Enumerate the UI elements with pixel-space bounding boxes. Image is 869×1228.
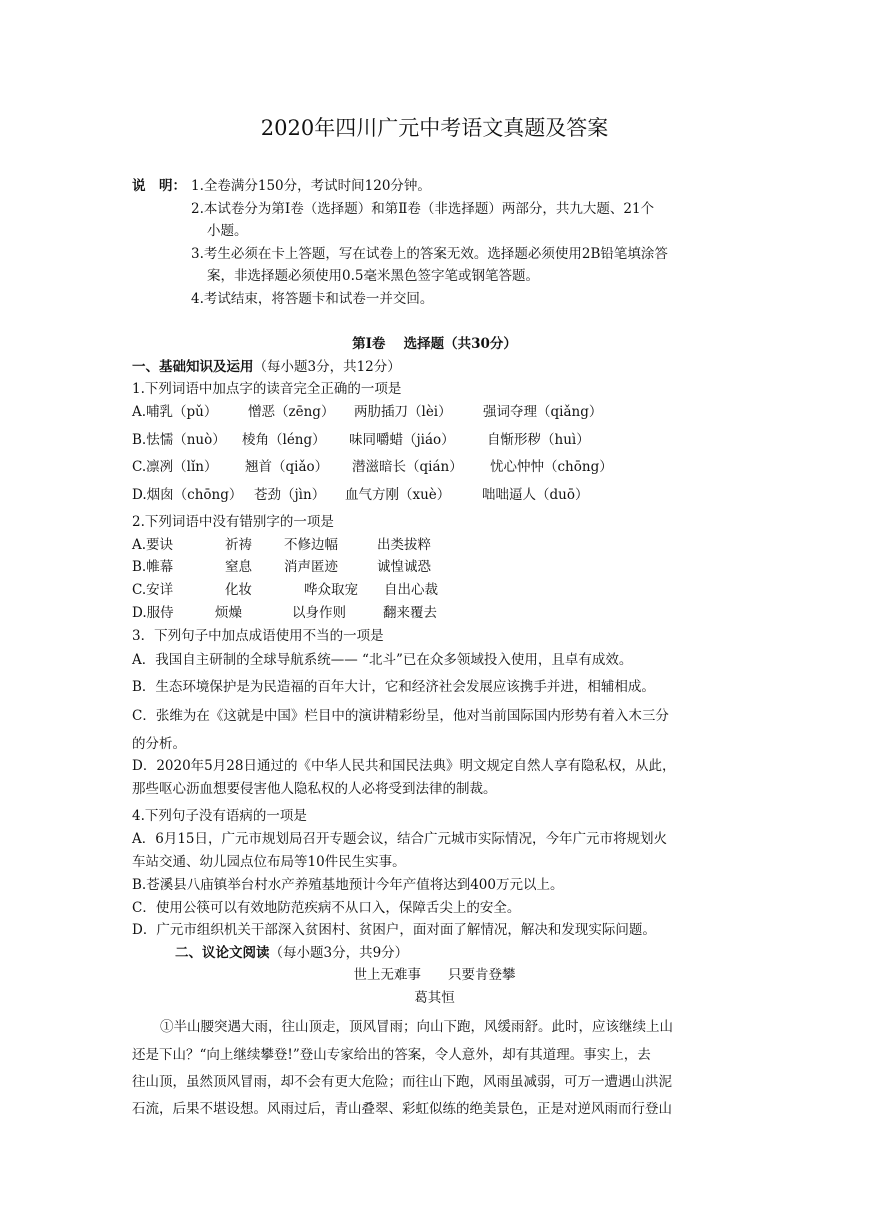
article-line: 往山顶，虽然顶风冒雨，却不会有更大危险；而往山下跑，风雨虽减弱，可万一遭遇山洪泥 [132, 1074, 672, 1090]
instructions-label: 说 明： [132, 178, 186, 194]
option-word: 祈祷 [225, 537, 252, 553]
q3-option-c-cont: 的分析。 [132, 736, 186, 752]
q2-option-b [132, 557, 431, 577]
instruction-item: 1.全卷满分150分，考试时间120分钟。 [191, 178, 431, 194]
q4-option-b: B.苍溪县八庙镇举台村水产养殖基地预计今年产值将达到400万元以上。 [132, 877, 564, 893]
section-heading-title: 二、议论文阅读 [175, 945, 270, 961]
q1-option-d [132, 485, 588, 505]
option-word: A.哺乳（pǔ） [132, 404, 218, 420]
option-word: 自惭形秽（huì） [487, 432, 590, 448]
option-word: 烦燥 [215, 605, 242, 621]
article-line: 还是下山？“向上继续攀登!”登山专家给出的答案，令人意外，却有其道理。事实上，去 [132, 1047, 651, 1063]
option-word: 潜滋暗长（qián） [352, 459, 463, 475]
section-heading-title: 一、基础知识及运用 [132, 359, 254, 375]
option-word: 忧心忡忡（chōng） [490, 459, 613, 475]
q3-option-c: C．张维为在《这就是中国》栏目中的演讲精彩纷呈，他对当前国际国内形势有着入木三分 [132, 708, 669, 724]
q4-option-c: C．使用公筷可以有效地防范疾病不从口入，保障舌尖上的安全。 [132, 900, 521, 916]
option-word: 咄咄逼人（duō） [482, 487, 589, 503]
option-word: 出类拔粹 [377, 537, 431, 553]
option-word: B.怯懦（nuò） [132, 432, 226, 448]
q4-option-d: D．广元市组织机关干部深入贫困村、贫困户，面对面了解情况，解决和发现实际问题。 [132, 922, 656, 938]
option-word: C.凛冽（lǐn） [132, 459, 218, 475]
option-word: 强词夺理（qiǎng） [483, 404, 603, 420]
q4-option-a: A．6月15日，广元市规划局召开专题会议，结合广元城市实际情况，今年广元市将规划火 [132, 831, 668, 847]
instruction-item: 4.考试结束，将答题卡和试卷一并交回。 [191, 291, 434, 307]
instruction-item: 案，非选择题必须使用0.5毫米黑色签字笔或钢笔答题。 [207, 268, 539, 284]
option-word: 不修边幅 [284, 537, 338, 553]
section-heading-note: （每小题3分，共9分） [269, 945, 409, 961]
document-title: 2020年四川广元中考语文真题及答案 [260, 116, 609, 140]
q3-option-b: B．生态环境保护是为民造福的百年大计，它和经济社会发展应该携手并进，相辅相成。 [132, 679, 655, 695]
q4-stem: 4.下列句子没有语病的一项是 [132, 808, 307, 824]
option-word: 味同嚼蜡（jiáo） [349, 432, 455, 448]
option-word: 化妆 [225, 582, 252, 598]
section-heading-note: （每小题3分，共12分） [253, 359, 401, 375]
option-word: 窒息 [225, 559, 252, 575]
option-word: A.要诀 [132, 537, 174, 553]
q3-option-a: A．我国自主研制的全球导航系统—— “北斗”已在众多领域投入使用，且卓有成效。 [132, 652, 633, 668]
part1-heading: 第Ⅰ卷 选择题（共30分） [352, 336, 517, 352]
option-word: C.安详 [132, 582, 174, 598]
option-word: 苍劲（jìn） [254, 487, 326, 503]
q3-option-d: D．2020年5月28日通过的《中华人民共和国民法典》明文规定自然人享有隐私权，从此， [132, 758, 676, 774]
option-word: 以身作则 [292, 605, 346, 621]
option-word: D.服侍 [132, 605, 174, 621]
q2-stem: 2.下列词语中没有错别字的一项是 [132, 514, 334, 530]
option-word: 自出心裁 [384, 582, 438, 598]
q1-option-c [132, 457, 613, 477]
article-author: 葛其恒 [414, 990, 455, 1006]
q2-option-d [132, 603, 437, 623]
q2-option-c [132, 580, 438, 600]
option-word: 消声匿迹 [284, 559, 338, 575]
q4-option-a-cont: 车站交通、幼儿园点位布局等10件民生实事。 [132, 854, 406, 870]
section1-heading [132, 357, 401, 377]
q2-option-a [132, 535, 431, 555]
option-word: 两肋插刀（lèi） [354, 404, 452, 420]
instruction-item: 2.本试卷分为第Ⅰ卷（选择题）和第Ⅱ卷（非选择题）两部分，共九大题、21个 [191, 201, 655, 217]
option-word: D.烟囱（chōng） [132, 487, 243, 503]
q3-option-d-cont: 那些呕心沥血想要侵害他人隐私权的人必将受到法律的制裁。 [132, 781, 497, 797]
article-line: ①半山腰突遇大雨，往山顶走，顶风冒雨；向山下跑，风缓雨舒。此时，应该继续上山 [160, 1019, 673, 1035]
option-word: 翘首（qiǎo） [245, 459, 329, 475]
q1-option-b [132, 430, 590, 450]
instruction-item: 3.考生必须在卡上答题，写在试卷上的答案无效。选择题必须使用2B铅笔填涂答 [191, 246, 668, 262]
option-word: 哗众取宠 [304, 582, 358, 598]
section2-heading [175, 943, 408, 963]
option-word: 憎恶（zēng） [248, 404, 335, 420]
option-word: 棱角（léng） [242, 432, 326, 448]
option-word: B.帷幕 [132, 559, 174, 575]
q1-stem: 1.下列词语中加点字的读音完全正确的一项是 [132, 381, 402, 397]
option-word: 翻来覆去 [383, 605, 437, 621]
article-title: 世上无难事 只要肯登攀 [353, 967, 516, 983]
instruction-item: 小题。 [207, 223, 248, 239]
option-word: 诚惶诚恐 [377, 559, 431, 575]
q1-option-a [132, 402, 602, 422]
article-line: 石流，后果不堪设想。风雨过后，青山叠翠、彩虹似练的绝美景色，正是对逆风雨而行登山 [132, 1101, 672, 1117]
q3-stem: 3．下列句子中加点成语使用不当的一项是 [132, 628, 384, 644]
option-word: 血气方刚（xuè） [345, 487, 451, 503]
